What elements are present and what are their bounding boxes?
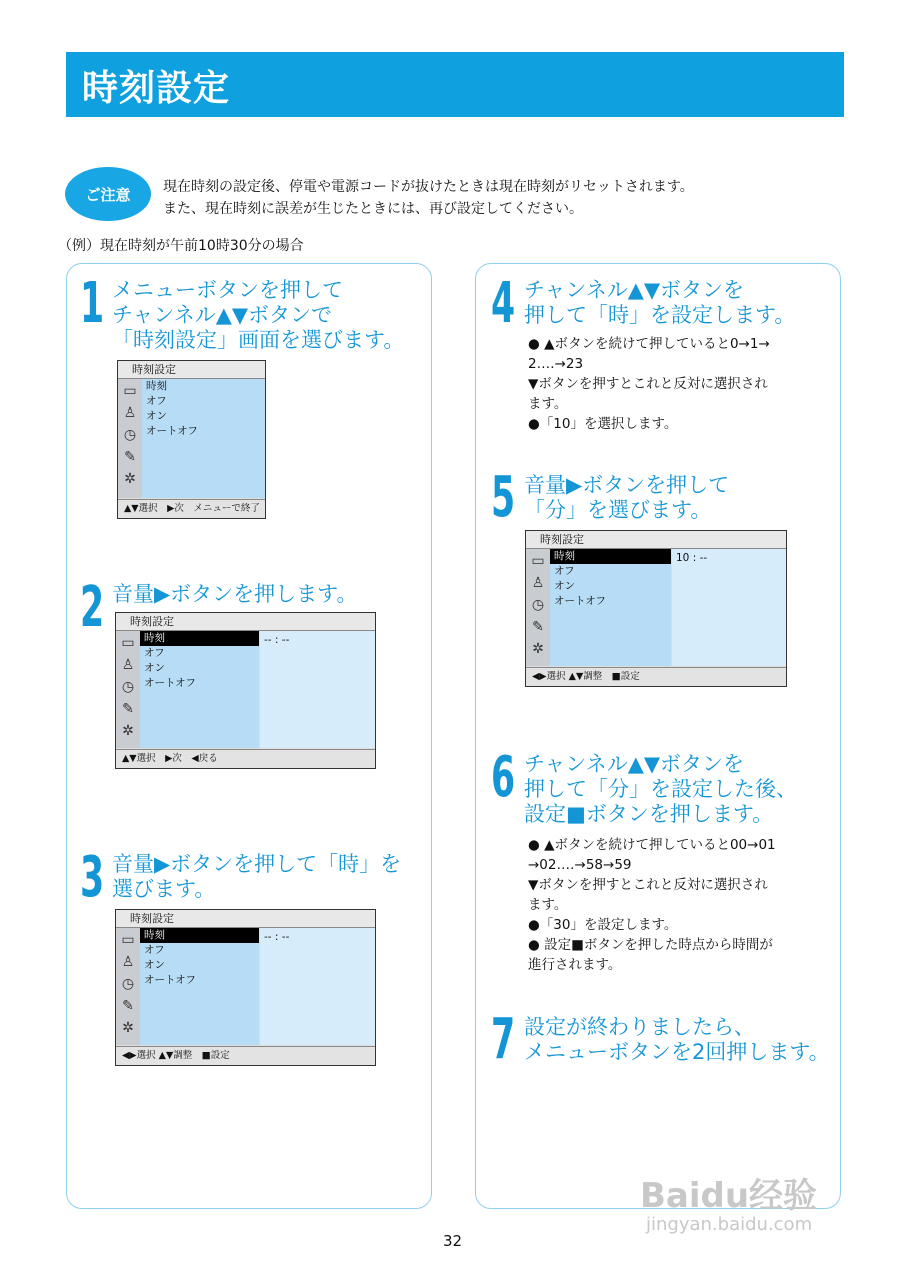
step-5-text bbox=[524, 473, 729, 523]
watermark-url: jingyan.baidu.com bbox=[646, 1214, 813, 1235]
menu-icon-column bbox=[116, 928, 140, 1045]
menu-item: オン bbox=[144, 662, 165, 674]
step-7-text bbox=[524, 1015, 830, 1065]
step-line: 「分」を選びます。 bbox=[524, 498, 712, 522]
menu-screen-1 bbox=[117, 360, 266, 519]
bullet-line: ●「10」を選択します。 bbox=[528, 416, 678, 432]
settings-icon: ✲ bbox=[122, 723, 134, 739]
time-value: -- : -- bbox=[260, 928, 375, 1045]
menu-icon-column bbox=[526, 549, 550, 666]
picture-icon: ▭ bbox=[121, 635, 135, 651]
menu-screen-2 bbox=[115, 612, 376, 769]
step-line: 押して「分」を設定した後、 bbox=[524, 777, 797, 801]
menu-items bbox=[142, 379, 265, 498]
menu-item: オートオフ bbox=[146, 425, 198, 437]
person-icon: ♙ bbox=[123, 405, 137, 421]
time-value: 10 : -- bbox=[672, 549, 786, 666]
settings-icon: ✲ bbox=[532, 641, 544, 657]
menu-items bbox=[140, 928, 259, 1045]
step-line: 設定が終わりましたら、 bbox=[524, 1015, 755, 1039]
person-icon: ♙ bbox=[531, 575, 545, 591]
step-number-7: 7 bbox=[491, 1007, 516, 1072]
step-3-text bbox=[112, 852, 401, 902]
menu-items bbox=[140, 631, 259, 748]
step-6-bullets bbox=[528, 835, 776, 975]
menu-item-selected: 時刻 bbox=[140, 928, 259, 943]
step-2-text bbox=[112, 582, 357, 607]
menu-item-selected: 時刻 bbox=[140, 631, 259, 646]
menu-item: オートオフ bbox=[144, 677, 196, 689]
clock-icon: ◷ bbox=[531, 597, 545, 613]
bullet-line: 2‥‥→23 bbox=[528, 356, 584, 372]
watermark-logo: Baidu经验 bbox=[640, 1176, 818, 1216]
menu-footer: ▲▼選択 ▶次 ◀戻る bbox=[116, 749, 375, 768]
bullet-line: ▼ボタンを押すとこれと反対に選択され bbox=[528, 877, 768, 893]
menu-screen-4 bbox=[525, 530, 787, 687]
picture-icon: ▭ bbox=[531, 553, 545, 569]
menu-icon-column bbox=[116, 631, 140, 748]
bullet-line: ます。 bbox=[528, 396, 568, 412]
menu-item: オフ bbox=[144, 647, 165, 659]
clock-icon: ◷ bbox=[121, 976, 135, 992]
bullet-line: ● 設定■ボタンを押した時点から時間が bbox=[528, 937, 773, 953]
step-line: メニューボタンを押して bbox=[112, 278, 343, 302]
menu-title: 時刻設定 bbox=[116, 910, 375, 928]
bullet-line: 進行されます。 bbox=[528, 957, 622, 973]
menu-item: オフ bbox=[554, 565, 575, 577]
menu-item: オートオフ bbox=[144, 974, 196, 986]
step-line: 音量▶ボタンを押して bbox=[524, 473, 730, 497]
menu-item: オフ bbox=[144, 944, 165, 956]
step-line: 押して「時」を設定します。 bbox=[524, 303, 796, 327]
notice-badge: ご注意 bbox=[65, 167, 151, 221]
menu-footer: ◀▶選択 ▲▼調整 ■設定 bbox=[526, 667, 786, 686]
menu-title: 時刻設定 bbox=[118, 361, 265, 379]
bullet-line: ▼ボタンを押すとこれと反対に選択され bbox=[528, 376, 768, 392]
step-number-6: 6 bbox=[491, 745, 516, 810]
menu-items bbox=[550, 549, 671, 666]
menu-screen-3 bbox=[115, 909, 376, 1066]
menu-item-selected: 時刻 bbox=[550, 549, 671, 564]
step-line: メニューボタンを2回押します。 bbox=[524, 1040, 830, 1064]
step-number-2: 2 bbox=[80, 575, 105, 640]
step-4-text bbox=[524, 278, 795, 328]
menu-item: オートオフ bbox=[554, 595, 606, 607]
bullet-line: ● ▲ボタンを続けて押していると00→01 bbox=[528, 837, 776, 853]
wrench-icon: ✎ bbox=[122, 998, 134, 1014]
step-line: 選びます。 bbox=[112, 877, 216, 901]
menu-title: 時刻設定 bbox=[526, 531, 786, 549]
step-line: 設定■ボタンを押します。 bbox=[524, 802, 774, 826]
step-line: チャンネル▲▼ボタンで bbox=[112, 303, 333, 327]
menu-item: オン bbox=[146, 410, 167, 422]
menu-footer: ◀▶選択 ▲▼調整 ■設定 bbox=[116, 1046, 375, 1065]
menu-item: 時刻 bbox=[146, 380, 167, 392]
step-1-text bbox=[112, 278, 404, 353]
page-number: 32 bbox=[442, 1232, 463, 1250]
wrench-icon: ✎ bbox=[124, 449, 136, 465]
menu-footer: ▲▼選択 ▶次 メニューで終了 bbox=[118, 499, 265, 518]
bullet-line: ● ▲ボタンを続けて押していると0→1→ bbox=[528, 336, 770, 352]
step-line: 音量▶ボタンを押します。 bbox=[112, 582, 358, 606]
step-6-text bbox=[524, 752, 797, 827]
bullet-line: ます。 bbox=[528, 897, 568, 913]
settings-icon: ✲ bbox=[124, 471, 136, 487]
menu-item: オン bbox=[144, 959, 165, 971]
menu-title: 時刻設定 bbox=[116, 613, 375, 631]
menu-icon-column bbox=[118, 379, 142, 498]
settings-icon: ✲ bbox=[122, 1020, 134, 1036]
menu-item: オン bbox=[554, 580, 575, 592]
step-number-4: 4 bbox=[491, 271, 516, 336]
step-line: 音量▶ボタンを押して「時」を bbox=[112, 852, 402, 876]
step-number-3: 3 bbox=[80, 845, 105, 910]
picture-icon: ▭ bbox=[123, 383, 137, 399]
example-caption: （例）現在時刻が午前10時30分の場合 bbox=[58, 238, 304, 254]
bullet-line: →02‥‥→58→59 bbox=[528, 857, 632, 873]
notice-text-line-1: 現在時刻の設定後、停電や電源コードが抜けたときは現在時刻がリセットされます。 bbox=[163, 179, 694, 195]
menu-item: オフ bbox=[146, 395, 167, 407]
bullet-line: ●「30」を設定します。 bbox=[528, 917, 678, 933]
clock-icon: ◷ bbox=[123, 427, 137, 443]
picture-icon: ▭ bbox=[121, 932, 135, 948]
wrench-icon: ✎ bbox=[532, 619, 544, 635]
title-bar bbox=[66, 52, 844, 117]
person-icon: ♙ bbox=[121, 954, 135, 970]
person-icon: ♙ bbox=[121, 657, 135, 673]
step-number-5: 5 bbox=[491, 465, 516, 530]
time-value: -- : -- bbox=[260, 631, 375, 748]
step-4-bullets bbox=[528, 334, 770, 434]
step-number-1: 1 bbox=[80, 271, 105, 336]
clock-icon: ◷ bbox=[121, 679, 135, 695]
page-title: 時刻設定 bbox=[82, 68, 231, 109]
step-line: チャンネル▲▼ボタンを bbox=[524, 752, 745, 776]
step-line: チャンネル▲▼ボタンを bbox=[524, 278, 745, 302]
step-line: 「時刻設定」画面を選びます。 bbox=[112, 328, 405, 352]
wrench-icon: ✎ bbox=[122, 701, 134, 717]
notice-text-line-2: また、現在時刻に誤差が生じたときには、再び設定してください。 bbox=[163, 201, 583, 217]
